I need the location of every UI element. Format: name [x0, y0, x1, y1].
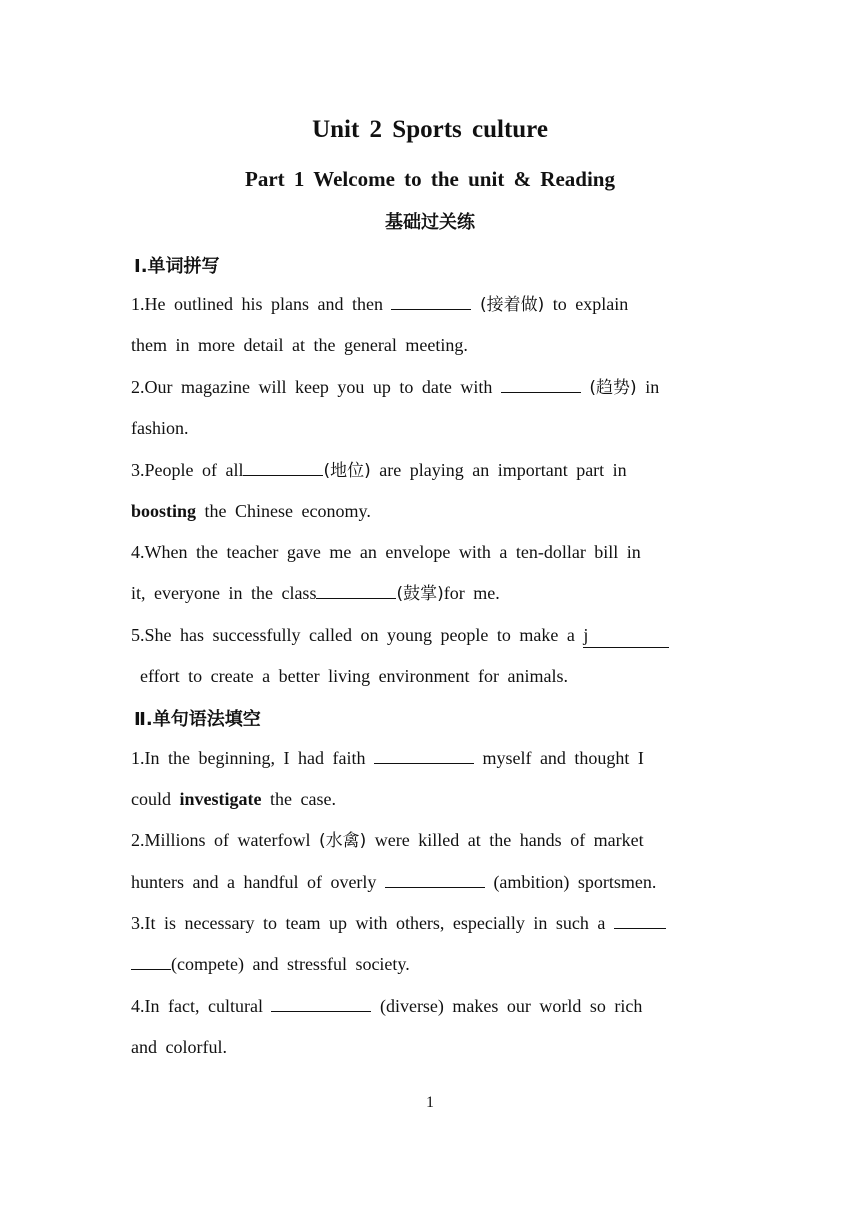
question-line: effort to create a better living environment for animals.	[140, 666, 569, 686]
answer-blank[interactable]	[271, 995, 371, 1012]
answer-blank[interactable]	[374, 747, 474, 764]
question-line: 2.Our magazine will keep you up to date with (趋势) in	[131, 377, 660, 398]
question-line: 4.In fact, cultural (diverse) makes our world so rich	[131, 996, 643, 1016]
page-number: 1	[426, 1094, 434, 1111]
question-line: fashion.	[131, 418, 189, 438]
answer-blank[interactable]	[385, 871, 485, 888]
answer-blank[interactable]: j	[583, 623, 669, 648]
question-line: 3.People of all (地位) are playing an important part in	[131, 460, 627, 481]
question-line: 1.In the beginning, I had faith myself and thought I	[131, 748, 644, 768]
question-line: 5.She has successfully called on young people to make a j	[131, 623, 731, 648]
question-line: it, everyone in the class (鼓掌)for me.	[131, 583, 500, 604]
question-line: them in more detail at the general meeting.	[131, 335, 468, 355]
answer-blank[interactable]	[316, 582, 396, 599]
section-heading-grammar: Ⅱ.单句语法填空	[134, 709, 261, 730]
question-line: hunters and a handful of overly (ambition) sportsmen.	[131, 872, 657, 892]
question-line: (compete) and stressful society.	[131, 952, 731, 976]
answer-blank[interactable]	[614, 912, 666, 929]
answer-blank[interactable]	[243, 459, 323, 476]
question-line: boosting the Chinese economy.	[131, 501, 371, 521]
page-title: Unit 2 Sports culture	[312, 116, 548, 143]
page-subtitle: Part 1 Welcome to the unit & Reading	[245, 167, 615, 191]
section-label: 基础过关练	[385, 212, 475, 233]
question-line: 3.It is necessary to team up with others, especially in such a	[131, 911, 731, 935]
question-line: and colorful.	[131, 1037, 227, 1057]
section-heading-spelling: Ⅰ.单词拼写	[134, 256, 220, 277]
answer-blank[interactable]	[131, 953, 171, 970]
answer-blank[interactable]	[501, 376, 581, 393]
answer-blank[interactable]	[391, 293, 471, 310]
question-line: 1.He outlined his plans and then (接着做) to explain	[131, 294, 629, 315]
question-line: 2.Millions of waterfowl (水禽) were killed at the hands of market	[131, 830, 644, 851]
question-line: could investigate the case.	[131, 789, 336, 809]
question-line: 4.When the teacher gave me an envelope with a ten-dollar bill in	[131, 542, 641, 562]
